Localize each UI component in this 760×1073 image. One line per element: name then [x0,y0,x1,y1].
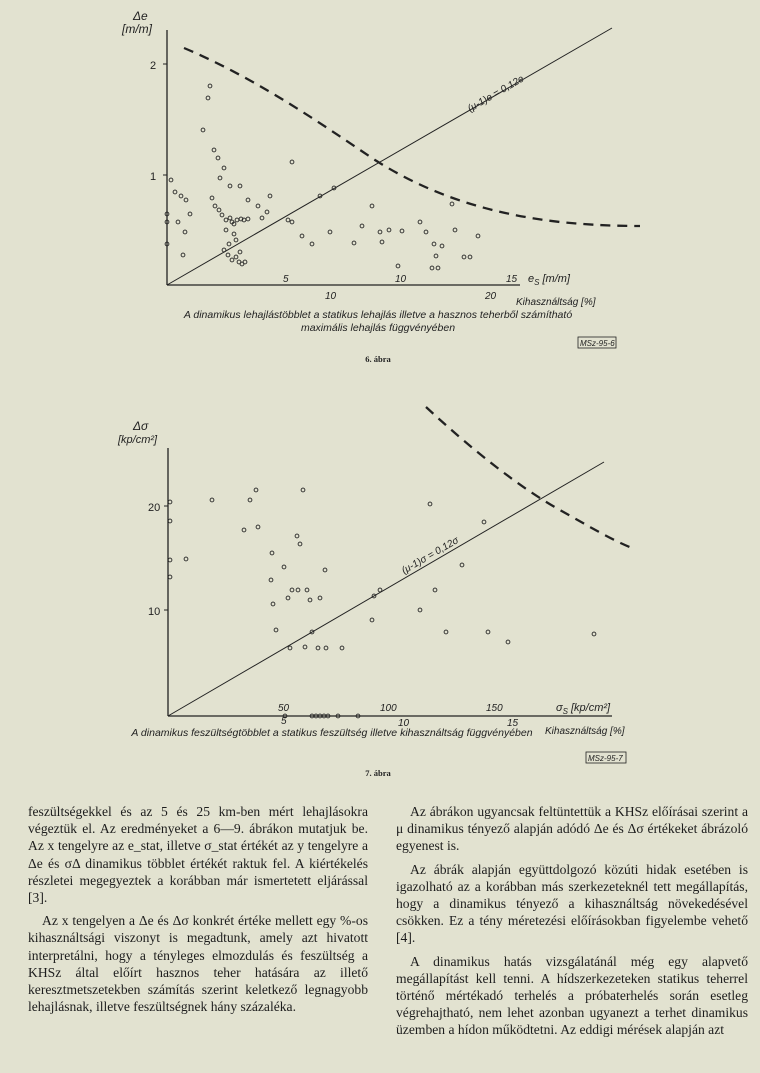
figure-7-point [274,628,278,632]
left-paragraph-2: Az x tengelyen a Δe és Δσ konkrét értéke mellett egy %-os kihasználtsági viszonyt is megadtunk, amely azt hivatott interpretálni, hogy a tényleges elmozdulás és feszültség a KHSz által előírt hasznos teher hatására az illető keresztmetszetekben számítás szerint keletkező legnagyobb lehajlásnak, illetve feszültségnek hány százaléka. [28,913,368,1015]
figure-6-x-label-pct: Kihasználtság [%] [516,297,596,308]
figure-6-point [184,198,188,202]
figure-7-point [592,632,596,636]
figure-6-dashed-curve [184,48,640,226]
right-paragraph-3: A dinamikus hatás vizsgálatánál még egy alapvető megállapítást kell tenni. A hídszerkezeteken statikus teherrel történő mértékadó terhelés a próbaterhelés során esetleg végrehajtható, nem lehet azonban ugyanezt a terhet dinamikus üzemben a hídon működtetni. Az eddigi mérések alapján azt [396,953,748,1038]
figure-6-point [210,196,214,200]
figure-6-point [310,242,314,246]
figure-7-point [256,525,260,529]
figure-7-point [168,500,172,504]
figure-7 [0,400,760,790]
right-paragraph-1: Az ábrákon ugyancsak feltüntettük a KHSz előírásai szerint a μ dinamikus tényező alapján adódó Δe és Δσ értékeket ábrázoló egyenest is. [396,804,748,854]
figure-7-number: 7. ábra [365,768,391,778]
figure-6-x-label-e: $e_S$ [m/m] [528,273,570,287]
figure-6-y-axis-label: Δe [133,9,148,23]
figure-6-line-label: (μ-1)e = 0,12e [466,73,527,115]
figure-6-point [238,250,242,254]
figure-6-point [430,266,434,270]
figure-7-x-tick-sigma-100: 100 [380,703,397,714]
figure-6-point [183,230,187,234]
figure-6-stamp: MSz-95-6 [580,339,615,348]
figure-6-point [235,218,239,222]
figure-6-point [226,253,230,257]
figure-6-point [227,242,231,246]
figure-6-point [208,84,212,88]
figure-6-point [400,229,404,233]
figure-7-scatter-points [168,488,596,718]
figure-6-point [234,238,238,242]
figure-6-point [300,234,304,238]
figure-6-point [286,218,290,222]
figure-7-point [298,542,302,546]
figure-6-point [265,210,269,214]
left-paragraph-1: feszültségekkel és az 5 és 25 km-ben mért lehajlásokra végeztük el. Az eredményeket a 6—9. ábrákon mutatjuk be. Az x tengelyre az e_stat, illetve σ_stat értékét az y tengelyre a Δe és σΔ dinamikus többlet értékét raktuk fel. A kiértékelés részletei megegyeztek a korábban már ismertetett eljárással [3]. [28,804,368,906]
figure-6-point [212,148,216,152]
figure-7-y-tick-10: 10 [148,606,161,618]
figure-7-point [286,596,290,600]
figure-7-point [168,575,172,579]
right-paragraph-2: Az ábrák alapján együttdolgozó közúti hidak esetében is igazolható az a korábban más szerkezeteknél tett megállapítás, hogy a dinamikus tényező a kihasználtság növekedésével csökken. Ez a tény méretezési előírásokban figyelembe vehető [4]. [396,861,748,946]
figure-7-dashed-curve [426,407,632,548]
figure-7-point [305,588,309,592]
figure-6-point [436,266,440,270]
figure-7-point [444,630,448,634]
figure-7-point [316,646,320,650]
figure-6-point [418,220,422,224]
figure-6-point [378,230,382,234]
figure-6-point [224,228,228,232]
figure-6-x-tick-pct-10: 10 [325,291,337,302]
figure-6-point [179,194,183,198]
figure-7-point [248,498,252,502]
figure-6-point [328,230,332,234]
figure-7-y-axis-label: Δσ [133,419,149,433]
figure-7-x-label-pct: Kihasználtság [%] [545,726,625,737]
figure-6-x-tick-pct-20: 20 [485,291,497,302]
figure-6-point [188,212,192,216]
figure-6-caption-line2: maximális lehajlás függvényében [300,322,456,334]
figure-6-point [173,190,177,194]
figure-6-point [462,255,466,259]
figure-6-point [290,220,294,224]
figure-6-point [370,204,374,208]
figure-6-point [268,194,272,198]
figure-7-point [269,578,273,582]
figure-6-point [181,253,185,257]
figure-7-point [290,588,294,592]
figure-6-x-tick-e-10: 10 [395,274,407,285]
figure-6-point [228,184,232,188]
figure-6-point [176,220,180,224]
figure-7-point [270,551,274,555]
figure-6-point [169,178,173,182]
text-column-left [28,803,368,1021]
figure-6-point [290,160,294,164]
figure-7-x-tick-pct-10: 10 [398,718,410,729]
figure-6-point [246,198,250,202]
figure-7-x-tick-sigma-50: 50 [278,703,290,714]
figure-7-point [324,646,328,650]
figure-6-point [256,204,260,208]
figure-6-point [387,228,391,232]
figure-6-point [476,234,480,238]
text-column-right [396,803,748,1045]
figure-6-point [234,255,238,259]
figure-6-point [238,184,242,188]
figure-6-y-tick-1: 1 [150,171,157,183]
figure-7-point [370,618,374,622]
figure-6-y-axis-unit: [m/m] [122,22,152,36]
figure-6-point [440,244,444,248]
figure-7-x-tick-sigma-150: 150 [486,703,503,714]
figure-6-x-tick-e-5: 5 [283,274,289,285]
figure-7-point [323,568,327,572]
figure-6-point [360,224,364,228]
figure-7-point [506,640,510,644]
figure-7-point [210,498,214,502]
figure-7-point [296,588,300,592]
figure-6-point [450,202,454,206]
figure-6-khsz-line [167,28,612,285]
figure-7-khsz-line [168,462,604,716]
figure-7-point [184,557,188,561]
figure-7-x-tick-pct-5: 5 [281,716,287,727]
figure-7-point [168,519,172,523]
figure-6-caption-line1: A dinamikus lehajlástöbblet a statikus lehajlás illetve a hasznos teherből számítható [183,309,573,321]
figure-6-point [468,255,472,259]
figure-7-point [308,598,312,602]
figure-6-point [434,254,438,258]
figure-6-point [217,208,221,212]
figure-6-point [396,264,400,268]
figure-7-caption: A dinamikus feszültségtöbblet a statikus feszültség illetve kihasználtság függvényében [131,727,533,739]
figure-7-stamp: MSz-95-7 [588,754,623,763]
figure-6-y-tick-2: 2 [150,60,157,72]
figure-6-point [224,218,228,222]
figure-6-point [230,258,234,262]
figure-7-point [168,558,172,562]
figure-7-line-label: (μ-1)σ = 0,12σ [400,535,461,577]
figure-6-point [222,166,226,170]
figure-6-point [206,96,210,100]
figure-7-point [288,646,292,650]
figure-7-point [486,630,490,634]
figure-6-point [216,156,220,160]
figure-7-point [428,502,432,506]
figure-6-point [220,213,224,217]
figure-7-x-label-sigma: $\sigma_S$ [kp/cm²] [556,702,611,716]
figure-6-point [424,230,428,234]
figure-6-point [380,240,384,244]
figure-6-point [218,176,222,180]
figure-7-y-axis-unit: [kp/cm²] [118,434,158,446]
figure-6-point [243,260,247,264]
figure-7-point [418,608,422,612]
figure-6-x-tick-e-15: 15 [506,274,518,285]
figure-6 [0,0,760,380]
figure-6-point [432,242,436,246]
figure-6-point [246,217,250,221]
figure-6-point [260,216,264,220]
figure-6-point [201,128,205,132]
figure-7-point [271,602,275,606]
figure-7-point [282,565,286,569]
figure-6-scatter-points [165,84,480,270]
figure-6-point [352,241,356,245]
figure-6-point [453,228,457,232]
figure-7-point [482,520,486,524]
figure-7-x-tick-pct-15: 15 [507,718,519,729]
figure-7-point [433,588,437,592]
figure-6-point [213,204,217,208]
figure-7-point [303,645,307,649]
figure-6-point [232,232,236,236]
figure-7-point [254,488,258,492]
figure-7-point [242,528,246,532]
figure-7-point [318,596,322,600]
figure-7-y-tick-20: 20 [148,502,161,514]
figure-7-point [460,563,464,567]
figure-6-point [228,216,232,220]
figure-7-point [295,534,299,538]
figure-7-point [340,646,344,650]
figure-6-number: 6. ábra [365,354,391,364]
figure-7-point [301,488,305,492]
